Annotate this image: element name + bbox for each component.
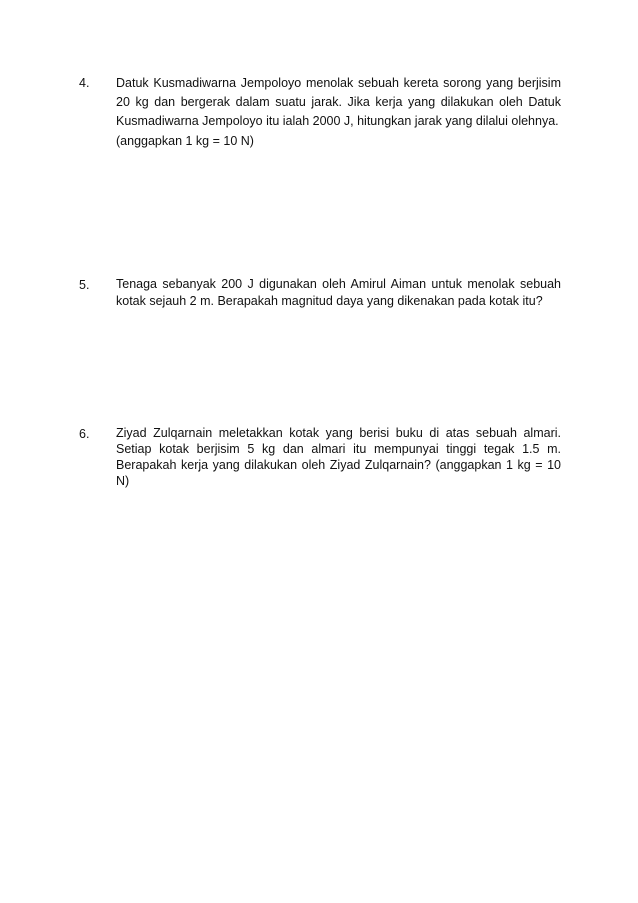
question-number: 5. [79, 278, 90, 292]
question-note: (anggapkan 1 kg = 10 N) [116, 134, 254, 148]
question-number: 4. [79, 76, 90, 90]
question-body [116, 425, 561, 489]
question-text: Tenaga sebanyak 200 J digunakan oleh Amirul Aiman untuk menolak sebuah kotak sejauh 2 m. Berapakah magnitud daya yang dikenakan pada kotak itu? [116, 277, 561, 308]
question-number: 6. [79, 427, 90, 441]
question-text: Ziyad Zulqarnain meletakkan kotak yang berisi buku di atas sebuah almari. Setiap kotak berjisim 5 kg dan almari itu mempunyai tinggi tegak 1.5 m. Berapakah kerja yang dilakukan oleh Ziyad Zulqarnain? (anggapkan 1 kg = 10 N) [116, 426, 561, 488]
question-body [116, 74, 561, 151]
question-text: Datuk Kusmadiwarna Jempoloyo menolak sebuah kereta sorong yang berjisim 20 kg dan bergerak dalam suatu jarak. Jika kerja yang dilakukan oleh Datuk Kusmadiwarna Jempoloyo itu ialah 2000 J, hitungkan jarak yang dilalui olehnya. [116, 76, 561, 128]
question-body [116, 276, 561, 310]
